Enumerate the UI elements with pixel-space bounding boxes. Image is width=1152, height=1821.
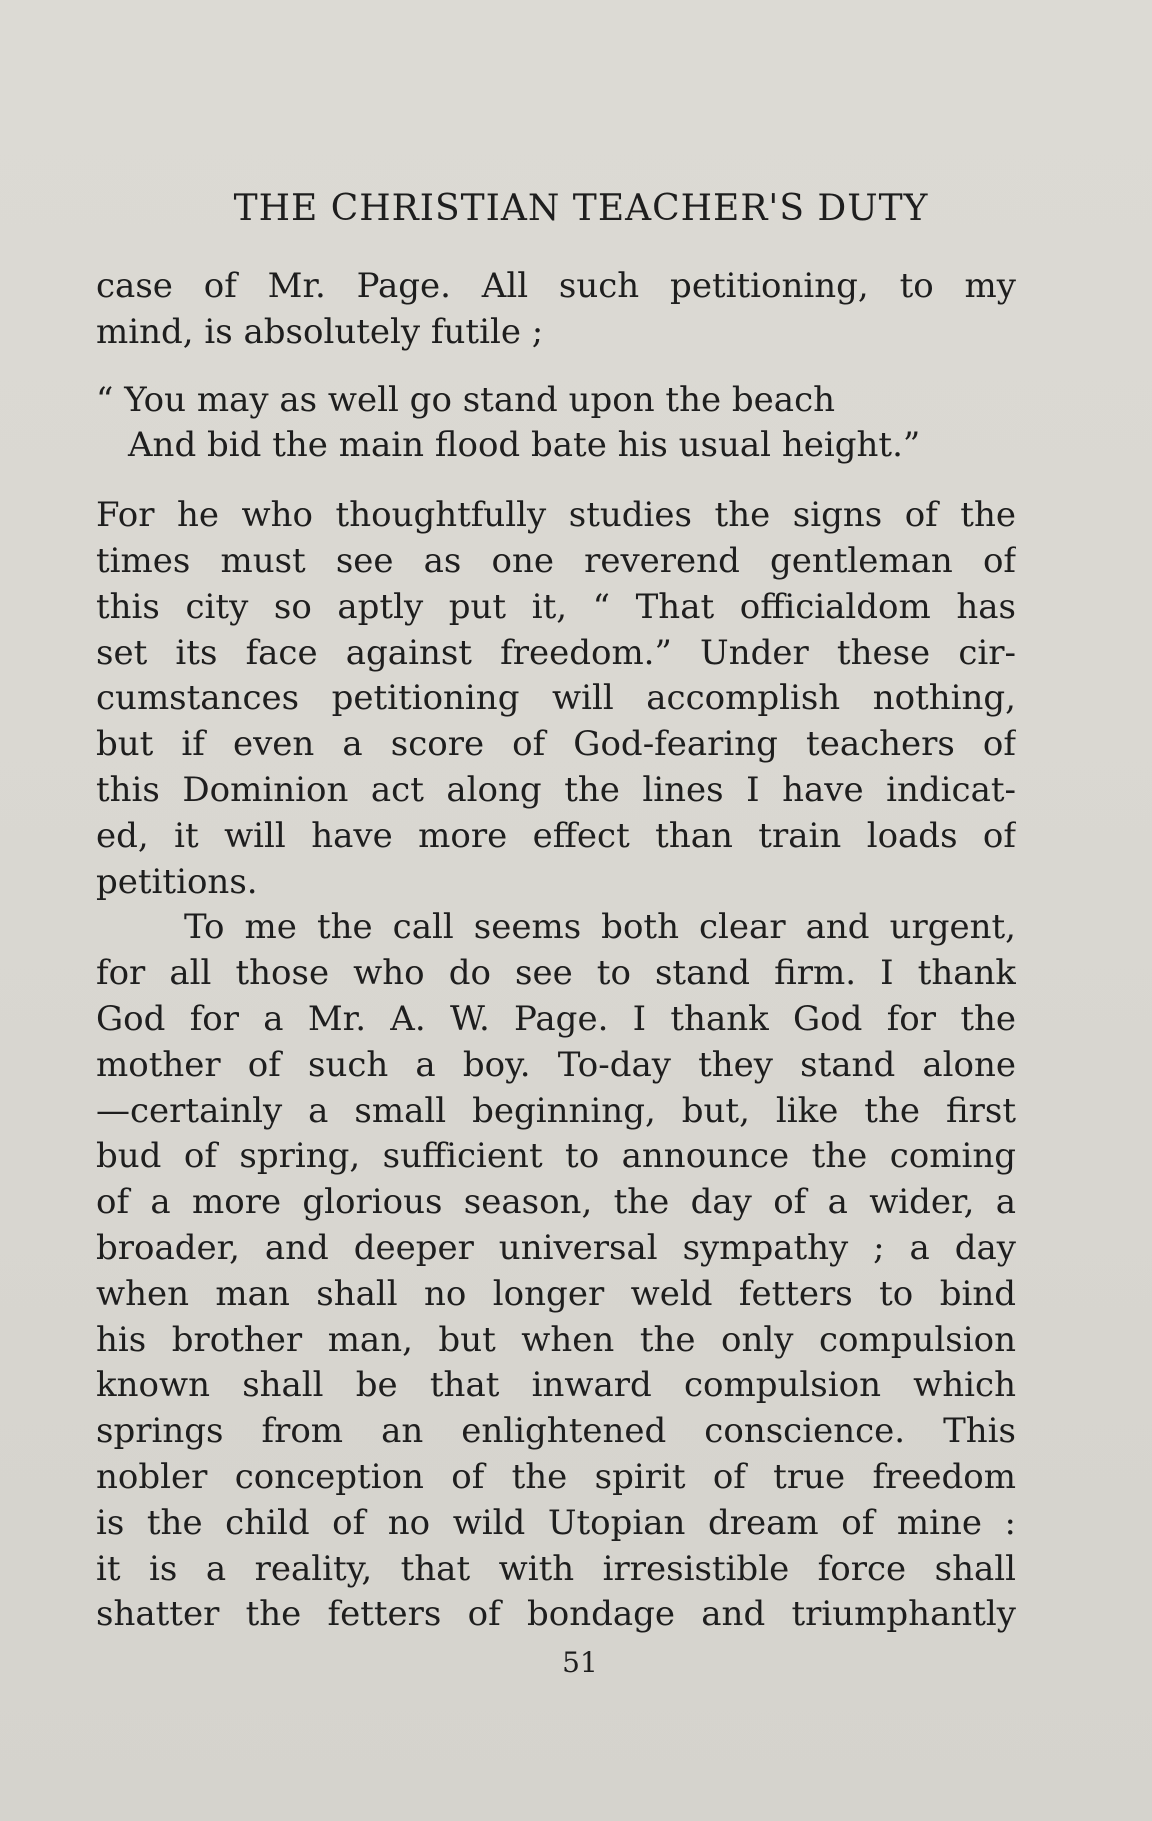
text-line: nobler conception of the spirit of true freedom bbox=[96, 1456, 1016, 1497]
text-line: for all those who do see to stand firm. I thank bbox=[96, 953, 1016, 994]
text-line: —certainly a small beginning, but, like the first bbox=[96, 1090, 1016, 1131]
text-line: To me the call seems both clear and urgent, bbox=[184, 907, 1016, 948]
text-line: mind, is absolutely futile ; bbox=[96, 311, 544, 352]
text-line: broader, and deeper universal sympathy ; a day bbox=[96, 1227, 1016, 1268]
text-line: bud of spring, sufficient to announce the coming bbox=[96, 1136, 1016, 1177]
text-line: God for a Mr. A. W. Page. I thank God for the bbox=[96, 998, 1016, 1039]
text-line: known shall be that inward compulsion which bbox=[96, 1365, 1016, 1406]
verse-line: And bid the main flood bate his usual height.” bbox=[128, 425, 921, 466]
text-line: is the child of no wild Utopian dream of mine : bbox=[96, 1502, 1016, 1543]
text-line: For he who thoughtfully studies the signs of the bbox=[96, 495, 1016, 536]
text-line: case of Mr. Page. All such petitioning, to my bbox=[96, 266, 1016, 306]
text-line: when man shall no longer weld fetters to bind bbox=[96, 1273, 1016, 1314]
body-text bbox=[96, 264, 1016, 1638]
text-line: ed, it will have more effect than train loads of bbox=[96, 815, 1016, 856]
text-line: springs from an enlightened conscience. This bbox=[96, 1411, 1016, 1452]
text-line: but if even a score of God-fearing teachers of bbox=[96, 724, 1016, 765]
text-line: this city so aptly put it, “ That officialdom has bbox=[96, 586, 1016, 627]
text-line: cumstances petitioning will accomplish nothing, bbox=[96, 678, 1016, 719]
text-line: shatter the fetters of bondage and triumphantly bbox=[96, 1594, 1016, 1635]
verse-line: “ You may as well go stand upon the beach bbox=[96, 379, 836, 420]
text-line: it is a reality, that with irresistible force shall bbox=[96, 1548, 1016, 1589]
text-line: mother of such a boy. To-day they stand alone bbox=[96, 1044, 1016, 1085]
text-line: of a more glorious season, the day of a wider, a bbox=[96, 1182, 1016, 1223]
paragraph-3 bbox=[96, 905, 1016, 1638]
verse-quotation bbox=[96, 378, 1016, 470]
text-line: this Dominion act along the lines I have indicat- bbox=[96, 769, 1016, 810]
text-line: times must see as one reverend gentleman of bbox=[96, 540, 1016, 581]
page-number: 51 bbox=[562, 1646, 598, 1679]
paragraph-1 bbox=[96, 264, 1016, 356]
running-head: THE CHRISTIAN TEACHER'S DUTY bbox=[233, 188, 929, 229]
text-line: petitions. bbox=[96, 861, 258, 902]
text-line: set its face against freedom.” Under these cir- bbox=[96, 632, 1016, 673]
paragraph-2 bbox=[96, 493, 1016, 905]
text-line: his brother man, but when the only compulsion bbox=[96, 1319, 1016, 1360]
